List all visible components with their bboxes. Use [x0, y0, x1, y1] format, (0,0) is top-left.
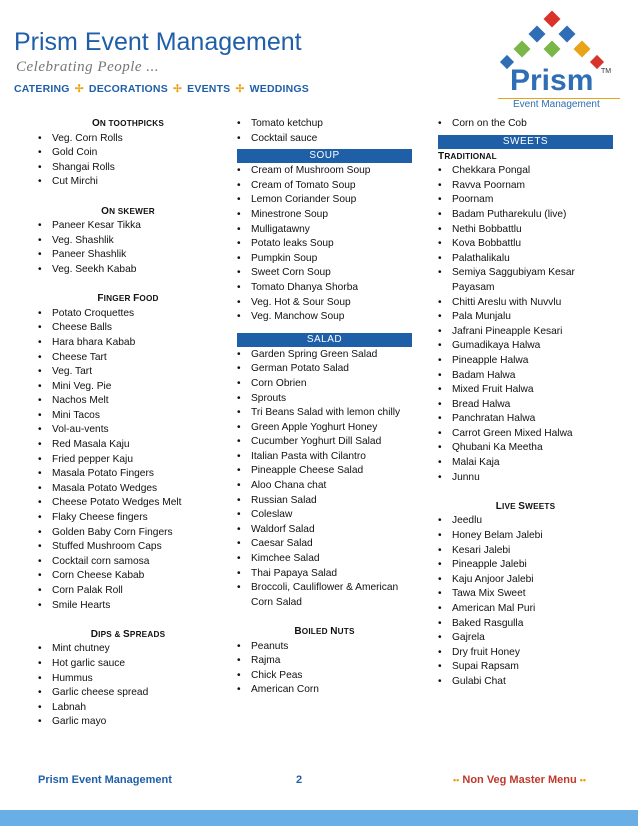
list-item: • Golden Baby Corn Fingers: [38, 526, 218, 541]
column-1: [38, 117, 218, 730]
list-item: • Sweet Corn Soup: [237, 266, 412, 281]
plus-icon: ✢: [235, 83, 245, 95]
list-item: • Pineapple Halwa: [438, 354, 613, 369]
list-item: • Mint chutney: [38, 642, 218, 657]
list-item: • Labnah: [38, 701, 218, 716]
finger-food-list: [38, 307, 218, 613]
list-item: • Tomato ketchup: [237, 117, 412, 132]
list-item: • Minestrone Soup: [237, 208, 412, 223]
list-item: • Jafrani Pineapple Kesari: [438, 325, 613, 340]
list-item: • Jeedlu: [438, 514, 613, 529]
list-item: • Veg. Hot & Sour Soup: [237, 296, 412, 311]
list-item: • Kova Bobbattlu: [438, 237, 613, 252]
list-item: • Supai Rapsam: [438, 660, 613, 675]
plus-icon: ✢: [173, 83, 183, 95]
list-item: • Shangai Rolls: [38, 161, 218, 176]
list-item: • Kesari Jalebi: [438, 544, 613, 559]
list-item: • Sprouts: [237, 392, 412, 407]
list-item: • Tri Beans Salad with lemon chilly: [237, 406, 412, 421]
list-item: • Rajma: [237, 654, 412, 669]
list-item: • Semiya Saggubiyam Kesar Payasam: [438, 266, 613, 295]
list-item: • Russian Salad: [237, 494, 412, 509]
list-item: • Chekkara Pongal: [438, 164, 613, 179]
list-item: • Paneer Kesar Tikka: [38, 219, 218, 234]
list-item: • Panchratan Halwa: [438, 412, 613, 427]
list-item: • Vol-au-vents: [38, 423, 218, 438]
footer-company: Prism Event Management: [38, 774, 172, 786]
list-item: • Cheese Potato Wedges Melt: [38, 496, 218, 511]
list-item: • Cucumber Yoghurt Dill Salad: [237, 435, 412, 450]
logo-word: Prism: [510, 64, 594, 97]
list-item: • Mini Veg. Pie: [38, 380, 218, 395]
list-item: • Stuffed Mushroom Caps: [38, 540, 218, 555]
list-item: • Kaju Anjoor Jalebi: [438, 573, 613, 588]
menu-title: Non Veg Master Menu: [462, 774, 577, 786]
list-item: • Chick Peas: [237, 669, 412, 684]
heading-on-toothpicks: ON TOOTHPICKS: [91, 118, 165, 129]
list-item: • Potato leaks Soup: [237, 237, 412, 252]
list-item: • Red Masala Kaju: [38, 438, 218, 453]
salad-header-bar: SALAD: [237, 333, 412, 347]
skewer-list: [38, 219, 218, 277]
list-item: • Mini Tacos: [38, 409, 218, 424]
list-item: • Flaky Cheese fingers: [38, 511, 218, 526]
list-item: • Gumadikaya Halwa: [438, 339, 613, 354]
list-item: • Kimchee Salad: [237, 552, 412, 567]
list-item: • Veg. Manchow Soup: [237, 310, 412, 325]
salad-list: [237, 348, 412, 611]
list-item: • Masala Potato Fingers: [38, 467, 218, 482]
list-item: • Malai Kaja: [438, 456, 613, 471]
logo-tm: TM: [601, 68, 612, 75]
list-item: • Cream of Mushroom Soup: [237, 164, 412, 179]
list-item: • Ravva Poornam: [438, 179, 613, 194]
soup-list: [237, 164, 412, 325]
list-item: • Cheese Tart: [38, 351, 218, 366]
heading-boiled-nuts: BOILED NUTS: [294, 626, 355, 637]
soup-header-bar: SOUP: [237, 149, 412, 163]
list-item: • Italian Pasta with Cilantro: [237, 450, 412, 465]
live-sweets-list: [438, 514, 613, 689]
list-item: • Garlic mayo: [38, 715, 218, 730]
list-item: • Carrot Green Mixed Halwa: [438, 427, 613, 442]
list-item: • Corn Obrien: [237, 377, 412, 392]
list-item: • Badam Putharekulu (live): [438, 208, 613, 223]
service-weddings: WEDDINGS: [249, 83, 309, 95]
heading-dips-spreads: DIPS & SPREADS: [90, 628, 166, 640]
list-item: • Cocktail sauce: [237, 132, 412, 147]
list-item: • Junnu: [438, 471, 613, 486]
list-item: • American Mal Puri: [438, 602, 613, 617]
heading-live-sweets: LIVE SWEETS: [495, 500, 556, 512]
list-item: • Veg. Corn Rolls: [38, 132, 218, 147]
heading-traditional: TRADITIONAL: [438, 150, 497, 162]
list-item: • Smile Hearts: [38, 599, 218, 614]
list-item: • Hot garlic sauce: [38, 657, 218, 672]
list-item: • Cheese Balls: [38, 321, 218, 336]
list-item: • Poornam: [438, 193, 613, 208]
list-item: • Cocktail corn samosa: [38, 555, 218, 570]
column-3: [438, 117, 613, 690]
dips-list: [38, 642, 218, 730]
list-item: • Tomato Dhanya Shorba: [237, 281, 412, 296]
list-item: • Fried pepper Kaju: [38, 453, 218, 468]
list-item: • Hara bhara Kabab: [38, 336, 218, 351]
sauce-list: [237, 117, 412, 146]
page-number: 2: [296, 774, 303, 786]
list-item: • Cream of Tomato Soup: [237, 179, 412, 194]
list-item: • Nethi Bobbattlu: [438, 223, 613, 238]
tagline: Celebrating People ...: [16, 59, 160, 75]
list-item: • Honey Belam Jalebi: [438, 529, 613, 544]
corn-list: [438, 117, 613, 132]
list-item: • Corn on the Cob: [438, 117, 613, 132]
prism-logo: [496, 10, 634, 112]
list-item: • Baked Rasgulla: [438, 617, 613, 632]
list-item: • Thai Papaya Salad: [237, 567, 412, 582]
list-item: • Aloo Chana chat: [237, 479, 412, 494]
list-item: • Nachos Melt: [38, 394, 218, 409]
list-item: • American Corn: [237, 683, 412, 698]
list-item: • Badam Halwa: [438, 369, 613, 384]
footer-menu-title: [453, 774, 586, 786]
list-item: • Corn Cheese Kabab: [38, 569, 218, 584]
list-item: • Garlic cheese spread: [38, 686, 218, 701]
list-item: • Green Apple Yoghurt Honey: [237, 421, 412, 436]
list-item: • Waldorf Salad: [237, 523, 412, 538]
service-catering: CATERING: [14, 83, 70, 95]
list-item: • Tawa Mix Sweet: [438, 587, 613, 602]
list-item: • Coleslaw: [237, 508, 412, 523]
dots-left: ••: [453, 775, 460, 785]
heading-on-skewer: ON SKEWER: [101, 205, 155, 217]
list-item: • Palathalikalu: [438, 252, 613, 267]
plus-icon: ✢: [74, 83, 84, 95]
list-item: • Potato Croquettes: [38, 307, 218, 322]
list-item: • Mixed Fruit Halwa: [438, 383, 613, 398]
list-item: • Pala Munjalu: [438, 310, 613, 325]
list-item: • Gold Coin: [38, 146, 218, 161]
service-decorations: DECORATIONS: [88, 83, 168, 95]
logo-subtitle: Event Management: [513, 99, 600, 110]
list-item: • Corn Palak Roll: [38, 584, 218, 599]
list-item: • Chitti Areslu with Nuvvlu: [438, 296, 613, 311]
column-2: [237, 117, 412, 698]
heading-finger-food: FINGER FOOD: [97, 293, 159, 305]
list-item: • Broccoli, Cauliflower & American Corn Salad: [237, 581, 412, 610]
list-item: • Lemon Coriander Soup: [237, 193, 412, 208]
footer-bar: [0, 810, 638, 826]
list-item: • Qhubani Ka Meetha: [438, 441, 613, 456]
company-title: Prism Event Management: [14, 28, 302, 56]
sweets-header-bar: SWEETS: [438, 135, 613, 149]
diamond-logo-icon: [496, 10, 634, 70]
list-item: • Cut Mirchi: [38, 175, 218, 190]
services-line: [14, 83, 309, 95]
list-item: • Pineapple Jalebi: [438, 558, 613, 573]
list-item: • Hummus: [38, 672, 218, 687]
list-item: • German Potato Salad: [237, 362, 412, 377]
list-item: • Masala Potato Wedges: [38, 482, 218, 497]
list-item: • Veg. Shashlik: [38, 234, 218, 249]
list-item: • Gulabi Chat: [438, 675, 613, 690]
dots-right: ••: [579, 775, 587, 785]
toothpicks-list: [38, 132, 218, 190]
list-item: • Mulligatawny: [237, 223, 412, 238]
list-item: • Caesar Salad: [237, 537, 412, 552]
list-item: • Dry fruit Honey: [438, 646, 613, 661]
list-item: • Gajrela: [438, 631, 613, 646]
boiled-nuts-list: [237, 640, 412, 698]
list-item: • Veg. Seekh Kabab: [38, 263, 218, 278]
list-item: • Pineapple Cheese Salad: [237, 464, 412, 479]
list-item: • Garden Spring Green Salad: [237, 348, 412, 363]
list-item: • Pumpkin Soup: [237, 252, 412, 267]
traditional-list: [438, 164, 613, 485]
list-item: • Veg. Tart: [38, 365, 218, 380]
list-item: • Peanuts: [237, 640, 412, 655]
list-item: • Paneer Shashlik: [38, 248, 218, 263]
service-events: EVENTS: [187, 83, 231, 95]
list-item: • Bread Halwa: [438, 398, 613, 413]
